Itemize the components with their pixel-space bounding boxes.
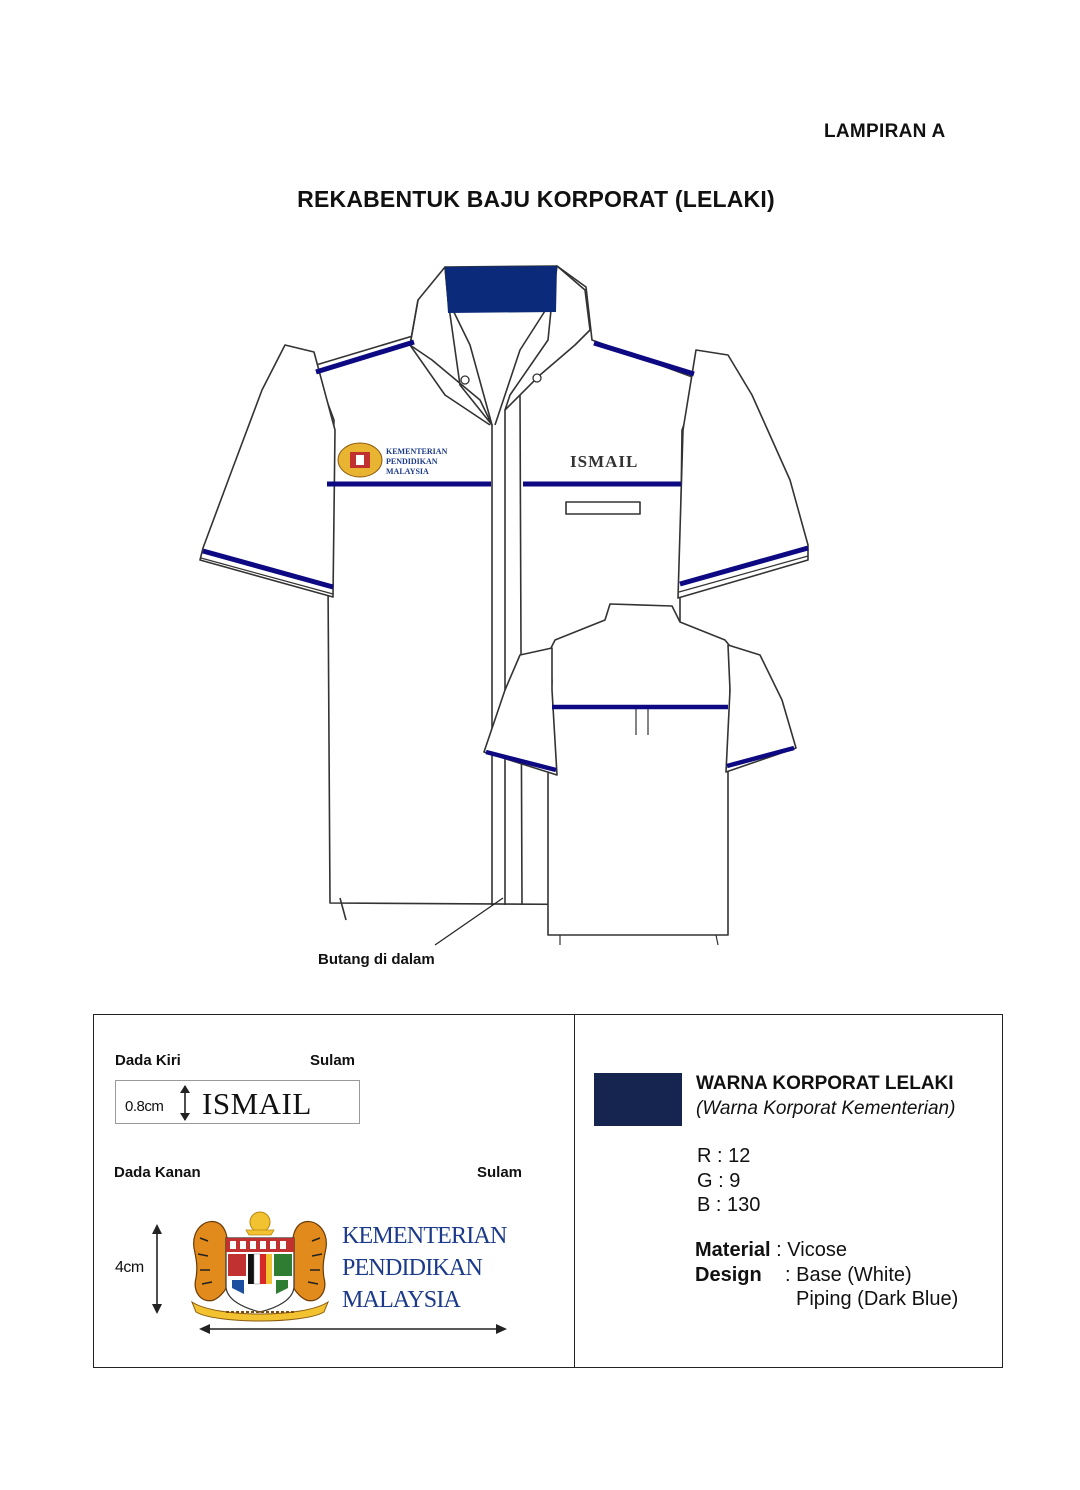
logo-height-dim: 4cm bbox=[115, 1259, 144, 1276]
design-label: Design bbox=[695, 1264, 762, 1286]
vertical-arrow-icon bbox=[178, 1084, 192, 1122]
name-sample-box bbox=[115, 1080, 360, 1124]
color-swatch bbox=[594, 1073, 682, 1126]
dada-kanan-method: Sulam bbox=[477, 1164, 523, 1181]
material-row bbox=[695, 1239, 847, 1262]
design-value-1: : Base (White) bbox=[785, 1264, 912, 1286]
dada-kiri-method: Sulam bbox=[310, 1052, 356, 1069]
kpm-logo-text bbox=[342, 1220, 507, 1316]
front-logo-line-1: KEMENTERIAN bbox=[386, 447, 448, 456]
front-logo-line-3: MALAYSIA bbox=[386, 467, 429, 476]
kpm-line-1: KEMENTERIAN bbox=[342, 1223, 507, 1249]
rgb-b: B : 130 bbox=[697, 1194, 761, 1216]
button-note: Butang di dalam bbox=[318, 951, 435, 968]
back-right-sleeve bbox=[726, 645, 796, 772]
warna-title: WARNA KORPORAT LELAKI bbox=[696, 1073, 954, 1094]
lampiran-label: LAMPIRAN A bbox=[824, 121, 946, 142]
design-label-wrap bbox=[695, 1264, 762, 1287]
material-label: Material bbox=[695, 1239, 771, 1261]
dada-kanan-label: Dada Kanan bbox=[114, 1164, 201, 1181]
rgb-r: R : 12 bbox=[697, 1145, 751, 1167]
logo-width-arrow-icon bbox=[196, 1320, 510, 1338]
front-crest-icon bbox=[338, 443, 382, 477]
front-name-embroidery: ISMAIL bbox=[570, 452, 639, 471]
shirt-illustration bbox=[0, 250, 1080, 950]
front-pocket-slot bbox=[566, 502, 640, 514]
pointer-line bbox=[435, 898, 503, 945]
front-logo-line-2: PENDIDIKAN bbox=[386, 457, 438, 466]
front-right-sleeve bbox=[678, 350, 808, 598]
front-left-sleeve bbox=[200, 345, 335, 597]
dada-kiri-label: Dada Kiri bbox=[115, 1052, 181, 1069]
logo-height-arrow-icon bbox=[148, 1222, 166, 1316]
spec-divider bbox=[574, 1014, 575, 1368]
rgb-g: G : 9 bbox=[697, 1170, 741, 1192]
kpm-line-3: MALAYSIA bbox=[342, 1287, 461, 1313]
warna-subtitle: (Warna Korporat Kementerian) bbox=[696, 1098, 956, 1119]
kpm-line-2: PENDIDIKAN bbox=[342, 1255, 482, 1281]
page-title: REKABENTUK BAJU KORPORAT (LELAKI) bbox=[297, 186, 775, 212]
material-value: : Vicose bbox=[776, 1239, 847, 1261]
name-height-dim: 0.8cm bbox=[125, 1098, 164, 1115]
coat-of-arms-icon bbox=[186, 1208, 334, 1326]
name-sample-text: ISMAIL bbox=[202, 1086, 312, 1121]
design-value-2: Piping (Dark Blue) bbox=[796, 1288, 959, 1310]
collar-band bbox=[445, 266, 557, 313]
back-shirt-body bbox=[545, 604, 733, 935]
